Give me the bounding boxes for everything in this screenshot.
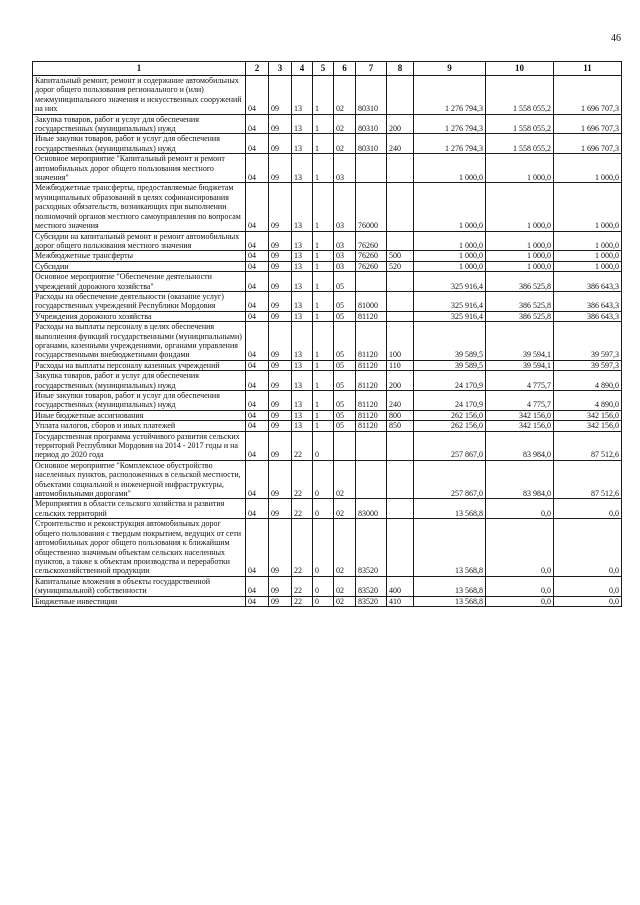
code-expense-type: 240 (387, 391, 414, 411)
code-subprogram: 0 (313, 460, 334, 499)
amount-year-1: 39 589,5 (414, 322, 486, 361)
code-direction (356, 460, 387, 499)
code-event: 03 (334, 261, 356, 271)
row-name: Иные закупки товаров, работ и услуг для обеспечения государственных (муниципальных) нужд (33, 391, 246, 411)
amount-year-3: 342 156,0 (554, 410, 622, 420)
code-direction: 76260 (356, 231, 387, 251)
code-section: 04 (246, 183, 269, 231)
amount-year-2: 1 558 055,2 (486, 134, 554, 154)
code-event: 05 (334, 421, 356, 431)
code-section: 04 (246, 431, 269, 460)
code-event: 02 (334, 576, 356, 596)
code-subprogram: 1 (313, 371, 334, 391)
amount-year-2: 1 000,0 (486, 261, 554, 271)
table-row (33, 360, 622, 370)
code-subsection: 09 (269, 410, 292, 420)
amount-year-3: 4 890,0 (554, 371, 622, 391)
code-subprogram: 1 (313, 272, 334, 292)
code-expense-type (387, 460, 414, 499)
amount-year-1: 1 000,0 (414, 183, 486, 231)
code-direction: 83520 (356, 519, 387, 576)
code-expense-type (387, 431, 414, 460)
amount-year-2: 1 000,0 (486, 251, 554, 261)
column-header: 1 (33, 62, 246, 76)
code-expense-type (387, 154, 414, 183)
code-subprogram: 1 (313, 261, 334, 271)
code-direction: 81120 (356, 360, 387, 370)
code-subprogram: 1 (313, 421, 334, 431)
amount-year-1: 1 000,0 (414, 251, 486, 261)
code-direction (356, 154, 387, 183)
code-program: 22 (292, 576, 313, 596)
amount-year-2: 0,0 (486, 576, 554, 596)
code-subsection: 09 (269, 134, 292, 154)
amount-year-3: 386 643,3 (554, 272, 622, 292)
table-row (33, 431, 622, 460)
code-expense-type: 200 (387, 114, 414, 134)
table-body (33, 76, 622, 607)
code-section: 04 (246, 576, 269, 596)
code-expense-type (387, 183, 414, 231)
table-row (33, 311, 622, 321)
code-event: 05 (334, 360, 356, 370)
code-direction (356, 272, 387, 292)
column-header: 6 (334, 62, 356, 76)
code-expense-type (387, 519, 414, 576)
code-section: 04 (246, 251, 269, 261)
amount-year-2: 39 594,1 (486, 360, 554, 370)
table-row (33, 371, 622, 391)
row-name: Мероприятия в области сельского хозяйства и развития сельских территорий (33, 499, 246, 519)
code-event: 05 (334, 272, 356, 292)
code-event: 05 (334, 391, 356, 411)
code-subsection: 09 (269, 460, 292, 499)
amount-year-1: 13 568,8 (414, 499, 486, 519)
code-subprogram: 1 (313, 231, 334, 251)
code-section: 04 (246, 134, 269, 154)
column-header: 10 (486, 62, 554, 76)
code-event: 05 (334, 291, 356, 311)
amount-year-2: 386 525,8 (486, 311, 554, 321)
code-subprogram: 1 (313, 76, 334, 115)
amount-year-3: 39 597,3 (554, 360, 622, 370)
code-subsection: 09 (269, 231, 292, 251)
code-program: 13 (292, 261, 313, 271)
row-name: Закупка товаров, работ и услуг для обеспечения государственных (муниципальных) нужд (33, 114, 246, 134)
table-row (33, 76, 622, 115)
amount-year-3: 1 696 707,3 (554, 114, 622, 134)
code-section: 04 (246, 291, 269, 311)
amount-year-3: 342 156,0 (554, 421, 622, 431)
code-direction: 80310 (356, 114, 387, 134)
amount-year-3: 0,0 (554, 596, 622, 606)
code-event: 02 (334, 519, 356, 576)
code-subsection: 09 (269, 311, 292, 321)
row-name: Иные закупки товаров, работ и услуг для обеспечения государственных (муниципальных) нужд (33, 134, 246, 154)
row-name: Расходы на обеспечение деятельности (оказание услуг) государственных учреждений Республики Мордовия (33, 291, 246, 311)
amount-year-1: 13 568,8 (414, 596, 486, 606)
row-name: Расходы на выплаты персоналу в целях обеспечения выполнения функций государственными (муниципальными) органами, казенными учреждениями, органами управления государственными внебюджетными фондами (33, 322, 246, 361)
code-section: 04 (246, 421, 269, 431)
code-section: 04 (246, 410, 269, 420)
code-program: 13 (292, 291, 313, 311)
code-subprogram: 1 (313, 360, 334, 370)
table-row (33, 410, 622, 420)
amount-year-3: 1 000,0 (554, 154, 622, 183)
code-subprogram: 1 (313, 322, 334, 361)
code-expense-type: 500 (387, 251, 414, 261)
code-event: 02 (334, 76, 356, 115)
amount-year-2: 39 594,1 (486, 322, 554, 361)
table-row (33, 272, 622, 292)
column-header: 11 (554, 62, 622, 76)
amount-year-1: 325 916,4 (414, 291, 486, 311)
row-name: Бюджетные инвестиции (33, 596, 246, 606)
code-subprogram: 1 (313, 391, 334, 411)
code-expense-type: 850 (387, 421, 414, 431)
code-direction: 81120 (356, 371, 387, 391)
table-row (33, 391, 622, 411)
table-row (33, 322, 622, 361)
amount-year-1: 325 916,4 (414, 311, 486, 321)
code-section: 04 (246, 322, 269, 361)
code-subsection: 09 (269, 596, 292, 606)
code-program: 13 (292, 134, 313, 154)
amount-year-3: 0,0 (554, 576, 622, 596)
code-program: 13 (292, 360, 313, 370)
row-name: Основное мероприятие "Обеспечение деятельности учреждений дорожного хозяйства" (33, 272, 246, 292)
code-program: 13 (292, 183, 313, 231)
table-row (33, 499, 622, 519)
amount-year-2: 83 984,0 (486, 431, 554, 460)
code-section: 04 (246, 499, 269, 519)
code-subsection: 09 (269, 519, 292, 576)
table-row (33, 231, 622, 251)
code-program: 22 (292, 596, 313, 606)
code-subsection: 09 (269, 421, 292, 431)
code-direction (356, 431, 387, 460)
amount-year-2: 0,0 (486, 596, 554, 606)
code-program: 13 (292, 322, 313, 361)
amount-year-1: 325 916,4 (414, 272, 486, 292)
amount-year-3: 39 597,3 (554, 322, 622, 361)
table-row (33, 596, 622, 606)
code-subsection: 09 (269, 371, 292, 391)
code-subsection: 09 (269, 183, 292, 231)
code-expense-type (387, 76, 414, 115)
amount-year-2: 0,0 (486, 519, 554, 576)
code-subsection: 09 (269, 272, 292, 292)
code-subprogram: 1 (313, 291, 334, 311)
table-row (33, 154, 622, 183)
code-event: 05 (334, 322, 356, 361)
column-header: 3 (269, 62, 292, 76)
code-direction: 81120 (356, 391, 387, 411)
row-name: Строительство и реконструкция автомобильных дорог общего пользования с твердым покрытием, ведущих от сети автомобильных дорог общего пользования к ближайшим общественно значимым объектам сельских населенных пунктов, а также к объектам производства и переработки сельскохозяйственной продукции (33, 519, 246, 576)
code-direction: 81120 (356, 421, 387, 431)
amount-year-1: 257 867,0 (414, 460, 486, 499)
code-expense-type (387, 291, 414, 311)
code-program: 13 (292, 391, 313, 411)
code-section: 04 (246, 391, 269, 411)
table-row (33, 261, 622, 271)
code-subsection: 09 (269, 576, 292, 596)
page-number: 46 (611, 33, 621, 44)
amount-year-1: 1 276 794,3 (414, 76, 486, 115)
row-name: Уплата налогов, сборов и иных платежей (33, 421, 246, 431)
code-expense-type: 110 (387, 360, 414, 370)
amount-year-3: 0,0 (554, 499, 622, 519)
amount-year-2: 4 775,7 (486, 371, 554, 391)
code-subsection: 09 (269, 291, 292, 311)
amount-year-2: 1 558 055,2 (486, 76, 554, 115)
code-expense-type: 100 (387, 322, 414, 361)
code-subprogram: 1 (313, 410, 334, 420)
code-program: 22 (292, 431, 313, 460)
row-name: Государственная программа устойчивого развития сельских территорий Республики Мордовия на 2014 - 2017 годы и на период до 2020 года (33, 431, 246, 460)
code-section: 04 (246, 114, 269, 134)
code-expense-type: 400 (387, 576, 414, 596)
amount-year-2: 342 156,0 (486, 410, 554, 420)
row-name: Основное мероприятие "Капитальный ремонт и ремонт автомобильных дорог общего пользования местного значения" (33, 154, 246, 183)
column-header: 7 (356, 62, 387, 76)
row-name: Основное мероприятие "Комплексное обустройство населенных пунктов, расположенных в сельской местности, объектами социальной и инженерной инфраструктуры, автомобильными дорогами" (33, 460, 246, 499)
code-direction: 76260 (356, 251, 387, 261)
row-name: Капитальные вложения в объекты государственной (муниципальной) собственности (33, 576, 246, 596)
amount-year-2: 1 000,0 (486, 154, 554, 183)
row-name: Субсидии на капитальный ремонт и ремонт автомобильных дорог общего пользования местного значения (33, 231, 246, 251)
code-expense-type (387, 231, 414, 251)
code-subsection: 09 (269, 391, 292, 411)
amount-year-3: 386 643,3 (554, 291, 622, 311)
code-section: 04 (246, 272, 269, 292)
code-event: 05 (334, 371, 356, 391)
table-row (33, 421, 622, 431)
amount-year-3: 0,0 (554, 519, 622, 576)
amount-year-2: 0,0 (486, 499, 554, 519)
amount-year-2: 4 775,7 (486, 391, 554, 411)
code-program: 13 (292, 410, 313, 420)
code-expense-type (387, 499, 414, 519)
code-subprogram: 1 (313, 311, 334, 321)
code-direction: 76260 (356, 261, 387, 271)
code-subprogram: 1 (313, 154, 334, 183)
amount-year-3: 87 512,6 (554, 431, 622, 460)
code-program: 13 (292, 76, 313, 115)
code-subprogram: 1 (313, 183, 334, 231)
code-subprogram: 0 (313, 596, 334, 606)
code-event: 03 (334, 251, 356, 261)
table-header-row (33, 62, 622, 76)
code-direction: 80310 (356, 76, 387, 115)
amount-year-3: 386 643,3 (554, 311, 622, 321)
code-subsection: 09 (269, 322, 292, 361)
code-subprogram: 0 (313, 499, 334, 519)
code-program: 22 (292, 460, 313, 499)
column-header: 5 (313, 62, 334, 76)
amount-year-3: 1 000,0 (554, 261, 622, 271)
code-program: 13 (292, 371, 313, 391)
code-subsection: 09 (269, 499, 292, 519)
code-subprogram: 0 (313, 576, 334, 596)
code-direction: 81000 (356, 291, 387, 311)
column-header: 8 (387, 62, 414, 76)
table-row (33, 134, 622, 154)
amount-year-1: 262 156,0 (414, 410, 486, 420)
code-section: 04 (246, 460, 269, 499)
amount-year-2: 1 000,0 (486, 231, 554, 251)
table-row (33, 519, 622, 576)
amount-year-2: 386 525,8 (486, 272, 554, 292)
code-expense-type: 520 (387, 261, 414, 271)
code-subprogram: 0 (313, 431, 334, 460)
amount-year-3: 1 000,0 (554, 231, 622, 251)
row-name: Иные бюджетные ассигнования (33, 410, 246, 420)
code-direction: 76000 (356, 183, 387, 231)
amount-year-2: 1 000,0 (486, 183, 554, 231)
code-program: 13 (292, 231, 313, 251)
amount-year-1: 257 867,0 (414, 431, 486, 460)
code-subsection: 09 (269, 251, 292, 261)
amount-year-1: 13 568,8 (414, 576, 486, 596)
code-section: 04 (246, 311, 269, 321)
code-program: 13 (292, 272, 313, 292)
code-program: 22 (292, 519, 313, 576)
code-event: 03 (334, 154, 356, 183)
column-header: 2 (246, 62, 269, 76)
code-subsection: 09 (269, 76, 292, 115)
code-event: 03 (334, 231, 356, 251)
amount-year-1: 24 170,9 (414, 391, 486, 411)
table-row (33, 291, 622, 311)
amount-year-1: 1 276 794,3 (414, 134, 486, 154)
code-event: 02 (334, 499, 356, 519)
code-direction: 81120 (356, 322, 387, 361)
code-event: 03 (334, 183, 356, 231)
code-expense-type (387, 272, 414, 292)
code-event (334, 431, 356, 460)
code-section: 04 (246, 231, 269, 251)
code-event: 02 (334, 460, 356, 499)
code-direction: 81120 (356, 410, 387, 420)
row-name: Учреждения дорожного хозяйства (33, 311, 246, 321)
table-row (33, 251, 622, 261)
amount-year-3: 4 890,0 (554, 391, 622, 411)
code-event: 02 (334, 134, 356, 154)
code-subsection: 09 (269, 431, 292, 460)
code-subprogram: 1 (313, 251, 334, 261)
amount-year-1: 39 589,5 (414, 360, 486, 370)
code-subsection: 09 (269, 154, 292, 183)
budget-table (32, 61, 622, 607)
amount-year-1: 1 000,0 (414, 231, 486, 251)
amount-year-3: 1 000,0 (554, 183, 622, 231)
code-subsection: 09 (269, 261, 292, 271)
code-subsection: 09 (269, 114, 292, 134)
code-direction: 83520 (356, 576, 387, 596)
code-subsection: 09 (269, 360, 292, 370)
row-name: Субсидии (33, 261, 246, 271)
code-section: 04 (246, 596, 269, 606)
code-section: 04 (246, 261, 269, 271)
code-expense-type: 410 (387, 596, 414, 606)
row-name: Межбюджетные трансферты (33, 251, 246, 261)
code-event: 05 (334, 311, 356, 321)
amount-year-2: 83 984,0 (486, 460, 554, 499)
code-subprogram: 1 (313, 134, 334, 154)
amount-year-3: 87 512,6 (554, 460, 622, 499)
code-program: 13 (292, 421, 313, 431)
code-program: 22 (292, 499, 313, 519)
code-expense-type (387, 311, 414, 321)
code-expense-type: 800 (387, 410, 414, 420)
table-row (33, 114, 622, 134)
code-expense-type: 200 (387, 371, 414, 391)
code-event: 05 (334, 410, 356, 420)
code-subprogram: 1 (313, 114, 334, 134)
code-event: 02 (334, 596, 356, 606)
amount-year-2: 1 558 055,2 (486, 114, 554, 134)
code-direction: 83520 (356, 596, 387, 606)
row-name: Расходы на выплаты персоналу казенных учреждений (33, 360, 246, 370)
code-program: 13 (292, 251, 313, 261)
amount-year-3: 1 696 707,3 (554, 76, 622, 115)
amount-year-1: 1 276 794,3 (414, 114, 486, 134)
row-name: Капитальный ремонт, ремонт и содержание автомобильных дорог общего пользования регионального и (или) межмуниципального значения и искусственных сооружений на них (33, 76, 246, 115)
code-section: 04 (246, 519, 269, 576)
code-direction: 81120 (356, 311, 387, 321)
code-direction: 83000 (356, 499, 387, 519)
code-event: 02 (334, 114, 356, 134)
code-program: 13 (292, 154, 313, 183)
code-program: 13 (292, 114, 313, 134)
code-expense-type: 240 (387, 134, 414, 154)
column-header: 9 (414, 62, 486, 76)
amount-year-1: 262 156,0 (414, 421, 486, 431)
code-section: 04 (246, 360, 269, 370)
amount-year-3: 1 696 707,3 (554, 134, 622, 154)
table-row (33, 576, 622, 596)
table-row (33, 460, 622, 499)
row-name: Закупка товаров, работ и услуг для обеспечения государственных (муниципальных) нужд (33, 371, 246, 391)
code-direction: 80310 (356, 134, 387, 154)
amount-year-1: 13 568,8 (414, 519, 486, 576)
code-section: 04 (246, 371, 269, 391)
amount-year-2: 342 156,0 (486, 421, 554, 431)
code-section: 04 (246, 76, 269, 115)
amount-year-3: 1 000,0 (554, 251, 622, 261)
amount-year-1: 1 000,0 (414, 154, 486, 183)
column-header: 4 (292, 62, 313, 76)
code-section: 04 (246, 154, 269, 183)
amount-year-1: 24 170,9 (414, 371, 486, 391)
code-program: 13 (292, 311, 313, 321)
amount-year-1: 1 000,0 (414, 261, 486, 271)
amount-year-2: 386 525,8 (486, 291, 554, 311)
code-subprogram: 0 (313, 519, 334, 576)
row-name: Межбюджетные трансферты, предоставляемые бюджетам муниципальных образований в целях софинансирования расходных обязательств, возникающих при выполнении полномочий органов местного самоуправления по вопросам местного значения (33, 183, 246, 231)
table-row (33, 183, 622, 231)
